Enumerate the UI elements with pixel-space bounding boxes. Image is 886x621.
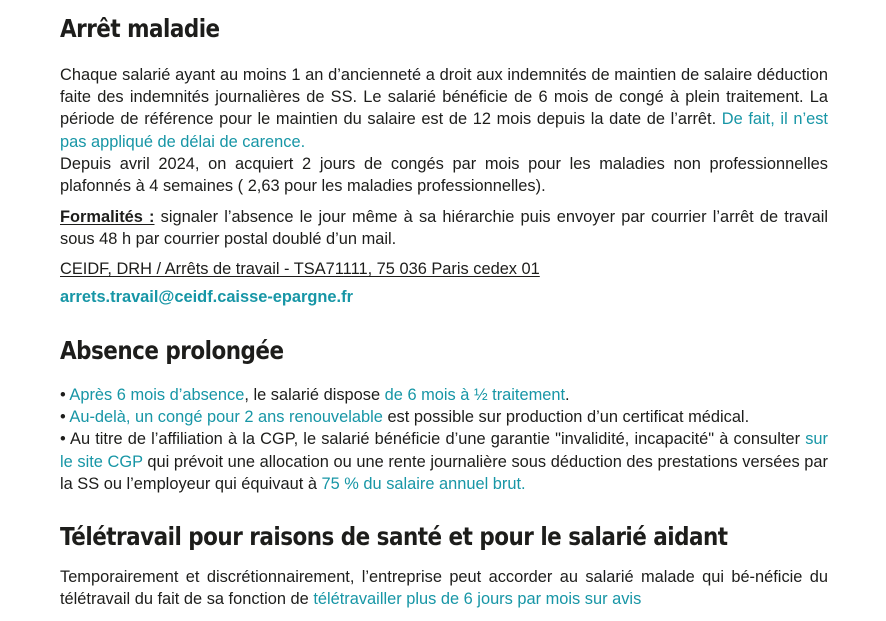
list-item-text: . <box>565 386 570 404</box>
salaire-annuel-highlight: 75 % du salaire annuel brut. <box>321 474 526 493</box>
list-item-text: Au titre de l’affiliation à la CGP, le salarié bénéficie d’une garantie "invalidité, incapacité" à consulter <box>65 430 806 449</box>
list-item-text: qui prévoit une allocation ou une rente journalière sous déduction des prestations versées par la SS ou l’employeur qui équivaut à <box>60 452 828 493</box>
formalites-paragraph <box>60 206 828 250</box>
address-line <box>60 258 828 280</box>
bullet-icon: • <box>60 430 66 449</box>
teletravail-paragraph <box>60 566 828 610</box>
absence-6-mois-highlight: Après 6 mois d’absence <box>69 386 245 404</box>
section-title-absence-prolongee: Absence prolongée <box>60 336 284 365</box>
list-item <box>60 384 828 406</box>
arret-maladie-paragraph <box>60 64 828 197</box>
conges-text: Depuis avril 2024, on acquiert 2 jours de congés par mois pour les maladies non professionnelles plafonnés à 4 semaines ( 2,63 pour les maladies professionnelles). <box>60 154 828 196</box>
section-title-teletravail: Télétravail pour raisons de santé et pour le salarié aidant <box>60 522 728 551</box>
list-item-text: , le salarié dispose <box>244 386 385 404</box>
demi-traitement-highlight: de 6 mois à ½ traitement <box>384 386 566 404</box>
teletravail-text: Temporairement et discrétionnairement, l’entreprise peut accorder au salarié malade qui bé-néficie du télétravail du fait de sa fonction de <box>60 568 828 609</box>
address-text: CEIDF, DRH / Arrêts de travail - TSA71111, 75 036 Paris cedex 01 <box>60 260 540 278</box>
arret-maladie-text: Chaque salarié ayant au moins 1 an d’ancienneté a droit aux indemnités de maintien de salaire déduction faite des indemnités journalières de SS. Le salarié bénéficie de 6 mois de congé à plein traitement. La période de référence pour le maintien du salaire est de 12 mois depuis la date de l’arrêt. <box>60 66 828 129</box>
list-item <box>60 406 828 428</box>
bullet-icon: • <box>60 386 66 404</box>
site-cgp-link[interactable]: sur le site CGP <box>60 430 828 471</box>
conge-2-ans-highlight: Au-delà, un congé pour 2 ans renouvelable <box>69 408 383 427</box>
teletravail-highlight: télétravailler plus de 6 jours par mois sur avis <box>313 590 642 609</box>
section-title-arret-maladie: Arrêt maladie <box>60 14 220 43</box>
carence-highlight: De fait, il n’est pas appliqué de délai de carence. <box>60 110 828 151</box>
absence-bullet-list <box>60 384 828 495</box>
list-item <box>60 428 828 495</box>
list-item-text: est possible sur production d’un certificat médical. <box>382 408 750 427</box>
formalites-text: signaler l’absence le jour même à sa hiérarchie puis envoyer par courrier l’arrêt de travail sous 48 h par courrier postal doublé d’un mail. <box>60 208 828 249</box>
bullet-icon: • <box>60 408 66 427</box>
formalites-label: Formalités : <box>60 208 155 226</box>
email-link[interactable]: arrets.travail@ceidf.caisse-epargne.fr <box>60 288 353 306</box>
email-line <box>60 286 828 308</box>
